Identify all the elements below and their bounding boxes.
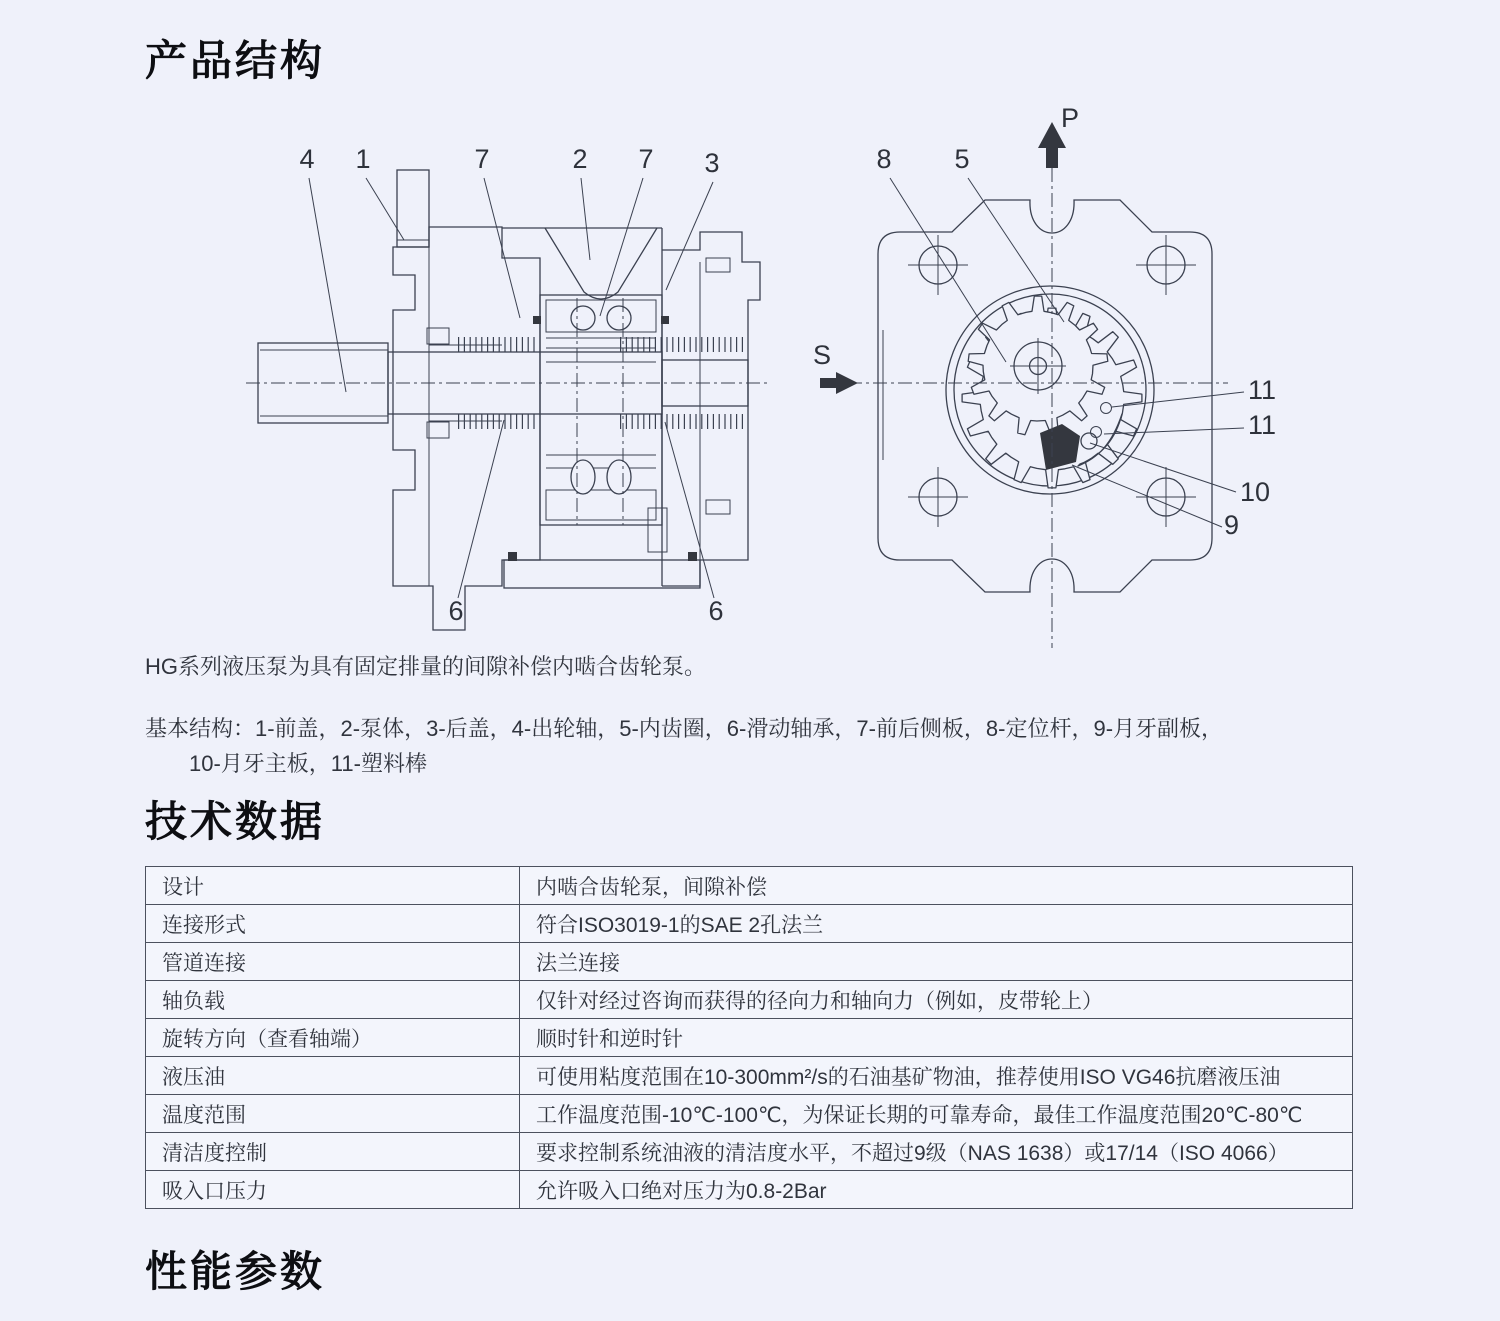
tech-data-table [145,866,1353,1209]
part-label-6a: 6 [448,596,464,626]
part-label-2: 2 [572,144,588,174]
pump-structure-diagrams [140,95,1360,660]
spec-label: 管道连接 [146,943,520,981]
part-label-8: 8 [876,144,892,174]
spec-value: 允许吸入口绝对压力为0.8-2Bar [520,1171,1353,1209]
part-label-7b: 7 [638,144,654,174]
front-cover-tab [397,170,429,247]
part-label-10: 10 [1240,477,1271,507]
bolt-detail-bottom [706,500,730,514]
page-title-product-structure: 产品结构 [145,37,326,84]
suction-arrow-icon [820,372,858,394]
spec-label: 旋转方向（查看轴端） [146,1019,520,1057]
bolt-detail-top [706,258,730,272]
spec-label: 液压油 [146,1057,520,1095]
table-row [146,1095,1353,1133]
table-row [146,1171,1353,1209]
structure-line-2: 10-月牙主板，11-塑料棒 [189,751,427,776]
front-cover-outline [393,227,540,630]
table-row [146,867,1353,905]
bottom-bearing-hatch [546,490,656,520]
spec-label: 清洁度控制 [146,1133,520,1171]
part-label-1: 1 [355,144,371,174]
table-row [146,981,1353,1019]
spec-value: 可使用粘度范围在10-300mm²/s的石油基矿物油，推荐使用ISO VG46抗磨液压油 [520,1057,1353,1095]
pin-circle [1081,433,1097,449]
part-label-9: 9 [1224,510,1240,540]
front-view-diagram [813,103,1276,648]
structure-list [145,711,1223,781]
shaft-seal [427,422,449,438]
spec-value: 仅针对经过咨询而获得的径向力和轴向力（例如，皮带轮上） [520,981,1353,1019]
spec-value: 符合ISO3019-1的SAE 2孔法兰 [520,905,1353,943]
page-title-performance: 性能参数 [145,1248,326,1295]
bottom-block [504,560,700,588]
part-label-6b: 6 [708,596,724,626]
table-row [146,905,1353,943]
spec-value: 工作温度范围-10℃-100℃，为保证长期的可靠寿命，最佳工作温度范围20℃-80℃ [520,1095,1353,1133]
spec-value: 要求控制系统油液的清洁度水平，不超过9级（NAS 1638）或17/14（ISO 4066） [520,1133,1353,1171]
part-label-7a: 7 [474,144,490,174]
pump-body-funnel [545,228,657,299]
leader-lines-left [309,178,714,598]
port-label-s: S [812,340,832,370]
port-label-p: P [1061,103,1080,133]
part-label-11a: 11 [1248,375,1277,405]
page-title-technical-data: 技术数据 [145,798,326,845]
part-label-5: 5 [954,144,970,174]
part-label-3: 3 [704,148,720,178]
table-row [146,1133,1353,1171]
part-label-4: 4 [299,144,315,174]
spec-label: 温度范围 [146,1095,520,1133]
spec-value: 内啮合齿轮泵，间隙补偿 [520,867,1353,905]
structure-line-1: 基本结构：1-前盖，2-泵体，3-后盖，4-出轮轴，5-内齿圈，6-滑动轴承，7-前后侧板，8-定位杆，9-月牙副板， [145,716,1224,741]
spec-label: 轴负载 [146,981,520,1019]
spec-label: 吸入口压力 [146,1171,520,1209]
spec-label: 设计 [146,867,520,905]
part-label-11b: 11 [1248,410,1277,440]
rear-cover-outline [662,232,760,586]
table-row [146,1019,1353,1057]
table-row [146,1057,1353,1095]
spec-label: 连接形式 [146,905,520,943]
top-bearing-hatch [546,300,656,332]
shaft-seal [427,328,449,344]
intro-text: HG系列液压泵为具有固定排量的间隙补偿内啮合齿轮泵。 [145,654,707,679]
table-row [146,943,1353,981]
filter-detail [648,508,667,552]
spec-value: 法兰连接 [520,943,1353,981]
cross-section-diagram [246,144,770,630]
spec-value: 顺时针和逆时针 [520,1019,1353,1057]
